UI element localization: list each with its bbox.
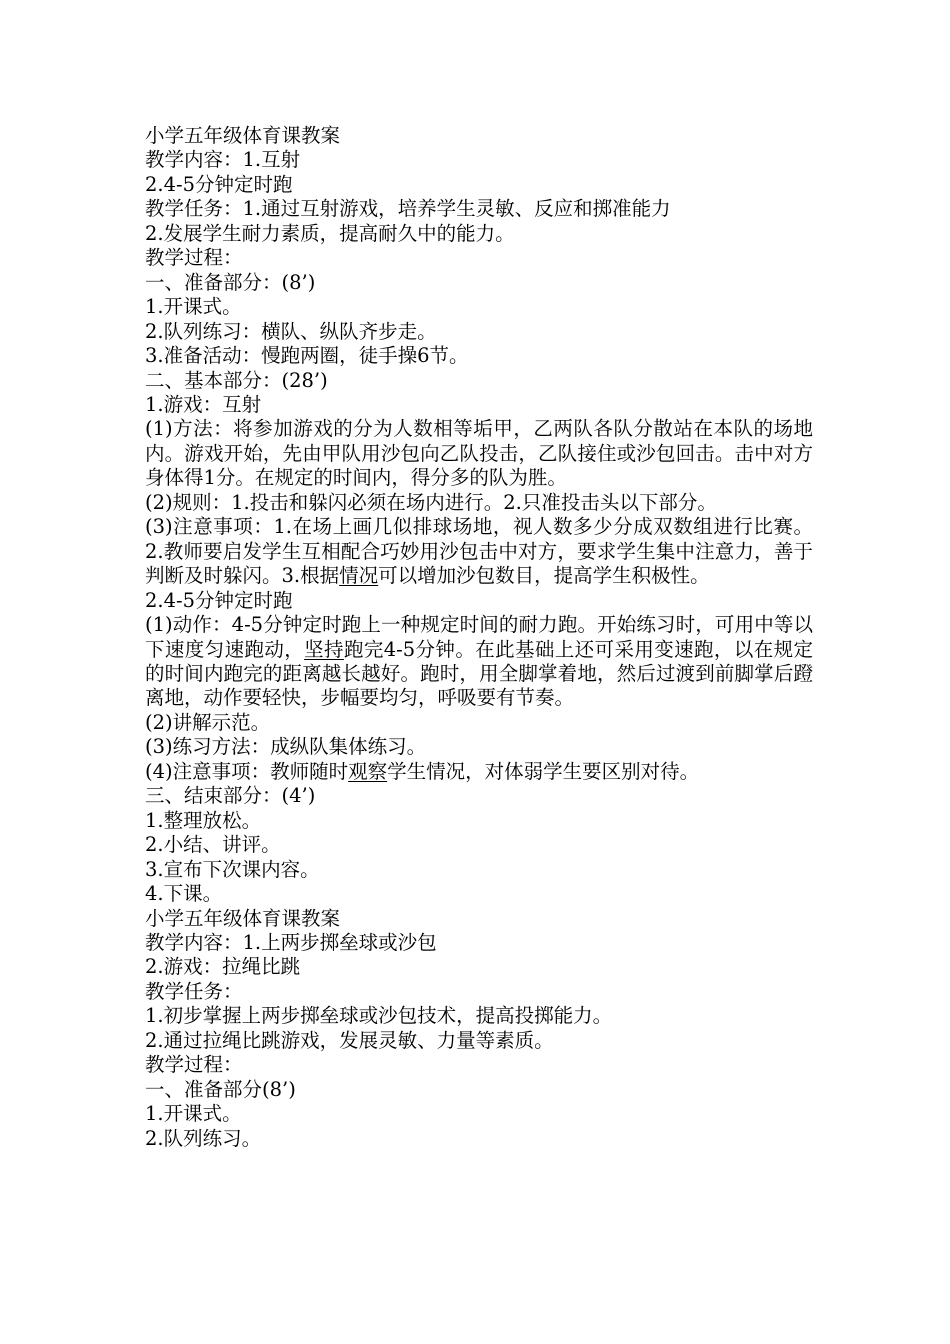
- lesson-title: 小学五年级体育课教案: [145, 124, 341, 147]
- list-item: 2.队列练习：横队、纵队齐步走。: [145, 319, 437, 343]
- run-notes: [145, 760, 813, 784]
- game-method-paragraph: (1)方法：将参加游戏的分为人数相等垢甲，乙两队各队分散站在本队的场地内。游戏开始，先由甲队用沙包向乙队投击，乙队接住或沙包回击。击中对方身体得1分。在规定的时间内，得分多的队为胜。: [145, 417, 813, 490]
- list-item: 1.初步掌握上两步掷垒球或沙包技术，提高投掷能力。: [145, 1004, 613, 1028]
- teaching-task-line: 教学任务：1.通过互射游戏，培养学生灵敏、反应和掷准能力: [145, 197, 671, 221]
- teaching-content-line: 2.游戏：拉绳比跳: [145, 955, 301, 979]
- list-item: 2.队列练习。: [145, 1126, 262, 1150]
- list-item: 3.准备活动：慢跑两圈，徒手操6节。: [145, 344, 469, 368]
- teaching-task-line: 2.发展学生耐力素质，提高耐久中的能力。: [145, 221, 515, 245]
- list-item: 2.小结、讲评。: [145, 833, 281, 857]
- section-heading-warmup: 一、准备部分：(8’): [145, 270, 316, 294]
- run-method: (3)练习方法：成纵队集体练习。: [145, 735, 427, 759]
- lesson-plan-document: [145, 124, 813, 1151]
- teaching-task-label: 教学任务：: [145, 979, 243, 1003]
- teaching-content-line: 2.4-5分钟定时跑: [145, 172, 293, 196]
- teaching-content-line: 教学内容：1.互射: [145, 148, 301, 172]
- game-rules: (2)规则：1.投击和躲闪必须在场内进行。2.只准投击头以下部分。: [145, 490, 717, 514]
- section-heading-main: 二、基本部分：(28’): [145, 368, 328, 392]
- list-item: 1.开课式。: [145, 1102, 242, 1126]
- lesson-title: 小学五年级体育课教案: [145, 906, 341, 930]
- list-item: 1.开课式。: [145, 295, 242, 319]
- game-heading: 1.游戏：互射: [145, 392, 262, 416]
- run-action-text: 跑完4-5分钟。在此基础上还可采用变速跑，以在规定的时间内跑完的距离越长越好。跑时，用全脚掌着地，然后过渡到前脚掌后蹬离地，动作要轻快，步幅要均匀，呼吸要有节奏。: [145, 637, 813, 710]
- game-notes-paragraph: [145, 515, 813, 588]
- list-item: 1.整理放松。: [145, 808, 262, 832]
- section-heading-warmup: 一、准备部分(8’): [145, 1077, 296, 1101]
- run-heading: 2.4-5分钟定时跑: [145, 588, 293, 612]
- run-notes-text: 学生情况，对体弱学生要区别对待。: [387, 759, 700, 783]
- teaching-process-label: 教学过程：: [145, 1053, 243, 1077]
- teaching-process-label: 教学过程：: [145, 246, 243, 270]
- section-heading-closing: 三、结束部分：(4’): [145, 784, 316, 808]
- underlined-term-link[interactable]: 情况: [339, 564, 379, 588]
- underlined-term-link[interactable]: 观察: [348, 759, 388, 783]
- underlined-term-link[interactable]: 坚持: [304, 637, 344, 661]
- game-notes-text: 可以增加沙包数目，提高学生积极性。: [378, 564, 710, 588]
- list-item: 4.下课。: [145, 882, 223, 906]
- game-notes-text: (3)注意事项：1.在场上画几似排球场地，视人数多少分成双数组进行比赛。2.教师要启发学生互相配合巧妙用沙包击中对方，要求学生集中注意力，善于判断及时躲闪。3.根据: [145, 515, 813, 588]
- teaching-content-line: 教学内容：1.上两步掷垒球或沙包: [145, 930, 437, 954]
- list-item: 3.宣布下次课内容。: [145, 857, 320, 881]
- list-item: 2.通过拉绳比跳游戏，发展灵敏、力量等素质。: [145, 1028, 554, 1052]
- run-notes-text: (4)注意事项：教师随时: [145, 759, 349, 783]
- run-action-paragraph: [145, 613, 813, 711]
- run-demo: (2)讲解示范。: [145, 710, 271, 734]
- run-action-text: (1)动作：4-5分钟定时跑上一种规定时间的耐力跑。开始练习时，可用中等以下速度匀速跑动，: [145, 613, 813, 661]
